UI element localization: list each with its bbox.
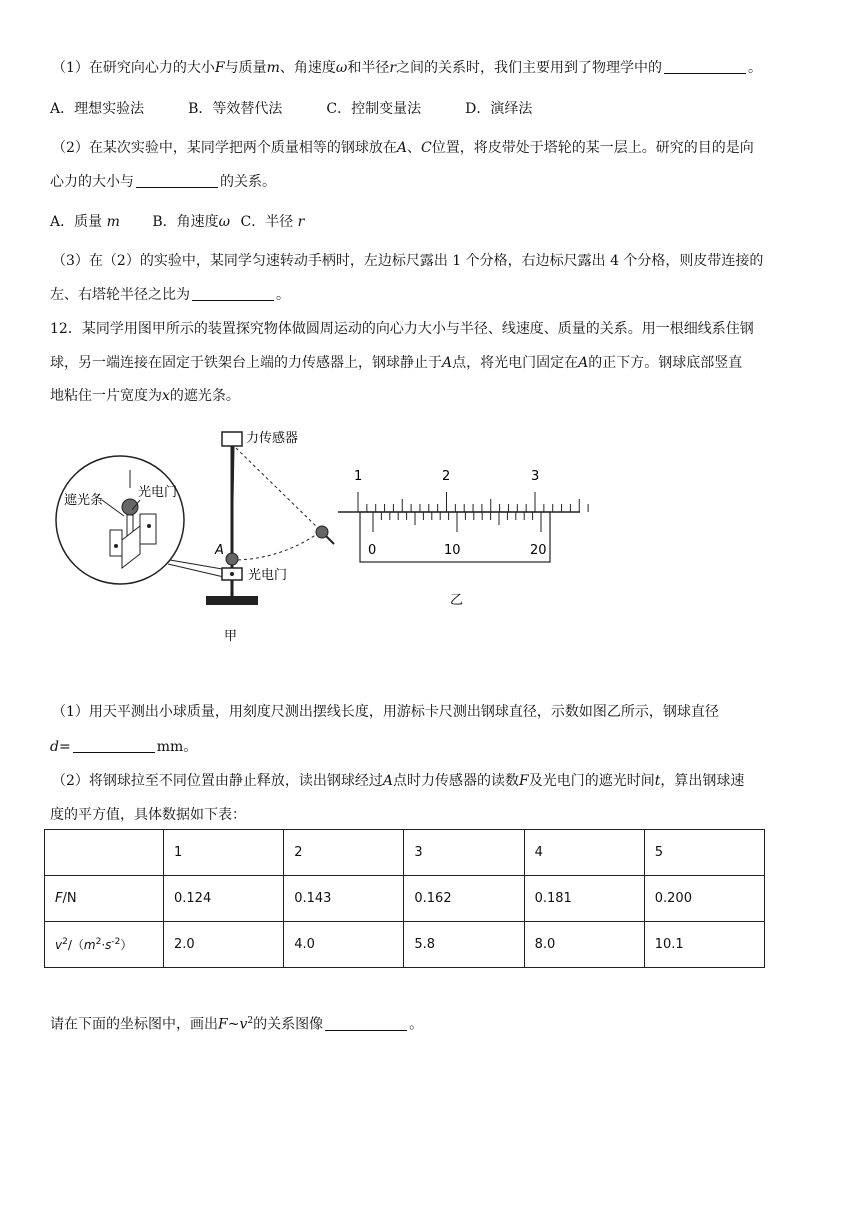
q11-part2-line1: （2）在某次实验中，某同学把两个质量相等的钢球放在A、C位置，将皮带处于塔轮的某一层上。研究的目的是向 [52,140,754,156]
label-jia: 甲 [224,629,238,644]
option-a[interactable]: A．理想实验法 [50,101,145,117]
steel-ball-inset [122,499,138,515]
q12-part1-line1: （1）用天平测出小球质量，用刻度尺测出摆线长度，用游标卡尺测出钢球直径，示数如图乙所示，钢球直径 [52,704,719,720]
main-scale-label-3: 3 [531,469,540,484]
q11-part3-line2: 左、右塔轮半径之比为 。 [50,287,290,303]
label-photogate: 光电门 [248,568,288,583]
q12-part1-line2: d= mm。 [50,739,198,755]
vernier-label-20: 20 [530,543,547,558]
option-b[interactable]: B．角速度ω [152,214,231,230]
q12-plot-prompt: 请在下面的坐标图中，画出$F\sim v^2$的关系图像 。 [50,1016,424,1033]
data-table [44,829,765,968]
label-shading-strip: 遮光条 [64,493,104,508]
magnified-inset-circle [56,456,184,584]
string-dashed [236,448,320,530]
table-row: $v^2/(m^2\cdot s^{-2})$ 2.0 4.0 5.8 8.0 10.1 [45,922,765,968]
q12-intro-line1: 12．某同学用图甲所示的装置探究物体做圆周运动的向心力大小与半径、线速度、质量的关系。用一根细线系住钢 [50,321,754,337]
q12-intro-line2: 球，另一端连接在固定于铁架台上端的力传感器上，钢球静止于A点，将光电门固定在A的正下方。钢球底部竖直 [50,355,743,371]
q11-part2-line2: 心力的大小与 的关系。 [50,174,276,190]
q12-part2-line2: 度的平方值，具体数据如下表： [50,807,246,823]
table-row: F/N 0.124 0.143 0.162 0.181 0.200 [45,876,765,922]
q11-part2-options [50,212,304,232]
steel-ball-at-A [226,553,238,565]
vernier-label-10: 10 [444,543,461,558]
answer-blank[interactable] [664,59,746,74]
q11-part1-line: （1）在研究向心力的大小F与质量m、角速度ω和半径r之间的关系时，我们主要用到了物理学中的 。 [52,60,763,76]
answer-blank[interactable] [325,1016,407,1031]
answer-blank[interactable] [136,173,218,188]
experiment-figure [40,418,600,658]
ball-path-dashed [232,532,320,560]
option-c[interactable]: C．半径 r [240,214,305,230]
q11-part1-options [50,99,576,119]
vernier-label-0: 0 [368,543,377,558]
q12-part2-line1: （2）将钢球拉至不同位置由静止释放，读出钢球经过A点时力传感器的读数F及光电门的遮光时间t，算出钢球速 [52,773,745,789]
force-sensor-box [222,432,242,446]
label-photogate-inset: 光电门 [138,485,178,500]
label-force-sensor: 力传感器 [246,431,299,446]
answer-blank[interactable] [73,738,155,753]
label-yi: 乙 [450,593,464,608]
main-scale-label-2: 2 [442,469,451,484]
option-b[interactable]: B．等效替代法 [188,101,283,117]
stand-base [206,596,258,605]
label-point-A: A [215,543,224,558]
option-d[interactable]: D．演绎法 [465,101,533,117]
q12-intro-line3: 地粘住一片宽度为x的遮光条。 [50,388,240,404]
main-scale-label-1: 1 [354,469,363,484]
option-a[interactable]: A．质量 m [50,214,120,230]
option-c[interactable]: C．控制变量法 [326,101,422,117]
vernier-scale-ticks [373,512,541,532]
main-scale-ticks [358,492,588,512]
q11-part3-line1: （3）在（2）的实验中，某同学匀速转动手柄时，左边标尺露出 1 个分格，右边标尺露出 4 个分格，则皮带连接的 [52,253,764,269]
answer-blank[interactable] [192,286,274,301]
table-row: 1 2 3 4 5 [45,830,765,876]
